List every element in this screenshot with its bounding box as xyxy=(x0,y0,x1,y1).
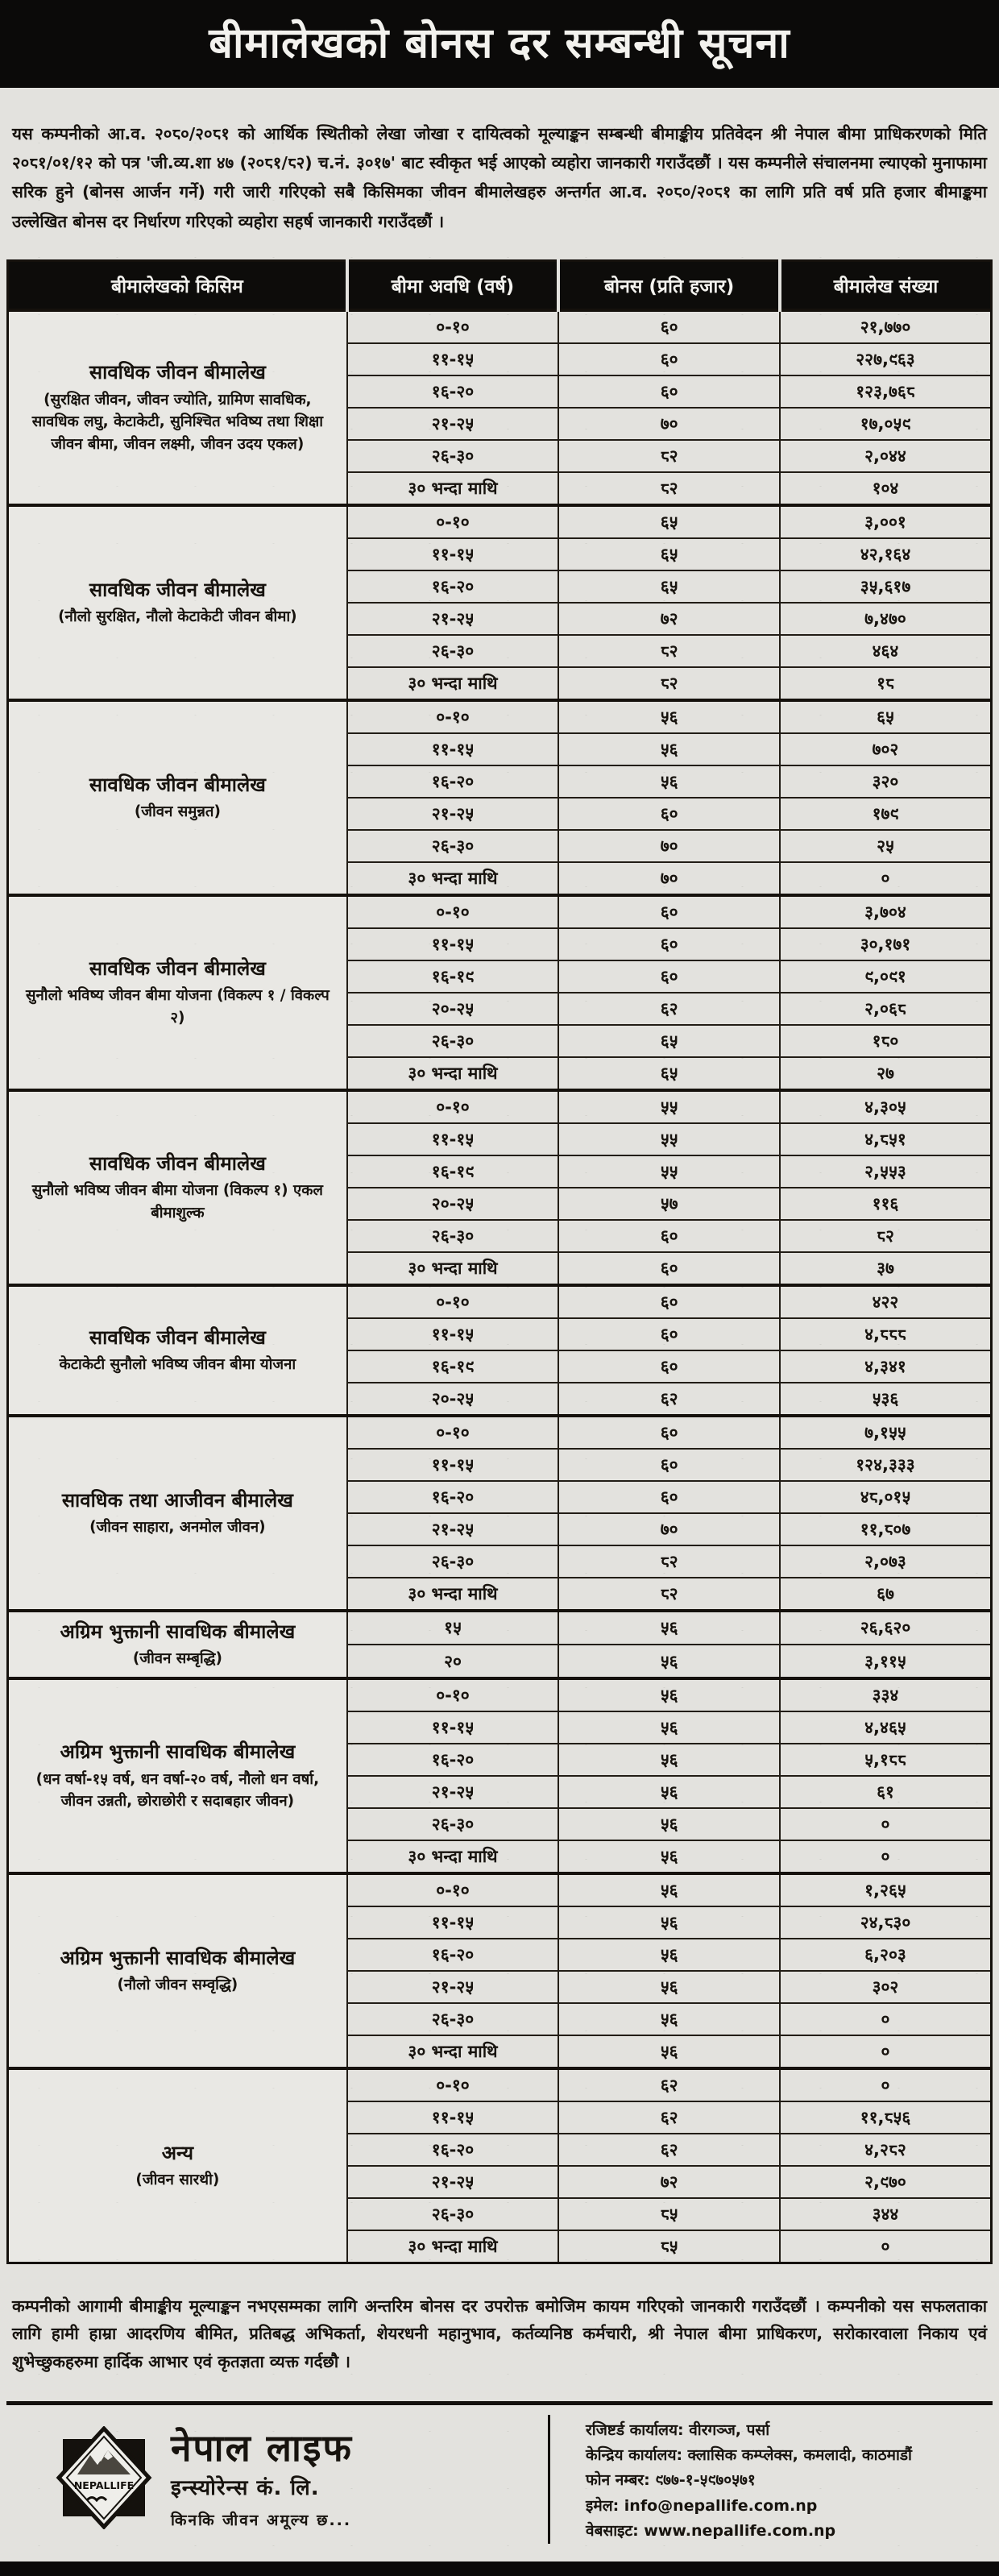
svg-text:NEPALLIFE: NEPALLIFE xyxy=(73,2479,135,2491)
count-cell: ६१ xyxy=(780,1776,992,1808)
count-cell: ८२ xyxy=(780,1220,992,1252)
policy-type-title: अग्रिम भुक्तानी सावधिक बीमालेख xyxy=(60,1947,296,1969)
bottom-edge-bar xyxy=(0,2561,999,2576)
bonus-cell: ६० xyxy=(558,960,780,993)
count-cell: ३,११५ xyxy=(780,1645,992,1678)
term-cell: २६-३० xyxy=(347,2198,559,2230)
bonus-cell: ६० xyxy=(558,1449,780,1481)
count-cell: ३०२ xyxy=(780,1971,992,2003)
policy-type-title: सावधिक जीवन बीमालेख xyxy=(89,956,266,980)
bonus-cell: ५६ xyxy=(558,700,780,733)
table-row xyxy=(8,700,992,733)
count-cell: ५३६ xyxy=(780,1383,992,1416)
term-cell: २६-३० xyxy=(347,2003,559,2035)
term-cell: २६-३० xyxy=(347,1545,559,1578)
term-cell: १६-२० xyxy=(347,1481,559,1513)
policy-type-cell xyxy=(8,1611,347,1678)
contact-line: फोन नम्बर: ९७७-१-५९७०५७१ xyxy=(586,2471,756,2490)
bonus-cell: ८२ xyxy=(558,440,780,472)
term-cell: ३० भन्दा माथि xyxy=(347,472,559,505)
term-cell: २६-३० xyxy=(347,830,559,862)
policy-type-subtitle: (जीवन समुन्नत) xyxy=(134,803,221,821)
brand-name: नेपाल लाइफ xyxy=(171,2425,353,2470)
count-cell: १२४,३३३ xyxy=(780,1449,992,1481)
term-cell: ०-१० xyxy=(347,1416,559,1449)
bonus-cell: ६० xyxy=(558,343,780,375)
bonus-cell: ८२ xyxy=(558,472,780,505)
count-cell: ४८,०१५ xyxy=(780,1481,992,1513)
term-cell: ०-१० xyxy=(347,1678,559,1711)
table-row xyxy=(8,1090,992,1123)
policy-type-cell xyxy=(8,310,347,505)
bonus-cell: ८२ xyxy=(558,667,780,700)
term-cell: २०-२५ xyxy=(347,1383,559,1416)
policy-type-cell xyxy=(8,895,347,1090)
term-cell: २०-२५ xyxy=(347,1188,559,1220)
term-cell: ११-१५ xyxy=(347,1123,559,1155)
count-cell: ४,८५१ xyxy=(780,1123,992,1155)
table-row xyxy=(8,505,992,538)
bonus-cell: ६५ xyxy=(558,570,780,603)
count-cell: २,०७३ xyxy=(780,1545,992,1578)
count-cell: २६,६२० xyxy=(780,1611,992,1645)
policy-type-title: सावधिक जीवन बीमालेख xyxy=(89,773,266,796)
term-cell: २१-२५ xyxy=(347,798,559,830)
bonus-cell: ६२ xyxy=(558,2101,780,2134)
bonus-cell: ६० xyxy=(558,895,780,928)
policy-type-title: सावधिक जीवन बीमालेख xyxy=(89,578,266,601)
policy-type-subtitle: (सुरक्षित जीवन, जीवन ज्योति, ग्रामिण सावधिक, सावधिक लघु, केटाकेटी, सुनिश्चित भविष्य तथा शिक्षा जीवन बीमा, जीवन लक्ष्मी, जीवन उदय एकल) xyxy=(31,391,323,453)
table-row xyxy=(8,1416,992,1449)
contact-block xyxy=(550,2415,993,2545)
count-cell: ४,२८२ xyxy=(780,2134,992,2166)
policy-type-title: अग्रिम भुक्तानी सावधिक बीमालेख xyxy=(60,1740,296,1764)
count-cell: २५ xyxy=(780,830,992,862)
count-cell: १२३,७६८ xyxy=(780,375,992,408)
contact-line: रजिष्टर्ड कार्यालय: वीरगञ्ज, पर्सा xyxy=(586,2420,770,2439)
count-cell: १८ xyxy=(780,667,992,700)
bonus-cell: ६५ xyxy=(558,505,780,538)
bonus-cell: ५६ xyxy=(558,1711,780,1744)
term-cell: २१-२५ xyxy=(347,2166,559,2198)
policy-type-subtitle: (जीवन साहारा, अनमोल जीवन) xyxy=(89,1519,266,1537)
table-header-row xyxy=(8,260,992,310)
term-cell: १६-२० xyxy=(347,1744,559,1776)
count-cell: २४,८३० xyxy=(780,1906,992,1939)
term-cell: १६-२० xyxy=(347,765,559,798)
table-row xyxy=(8,1285,992,1318)
term-cell: १६-२० xyxy=(347,375,559,408)
bonus-cell: ६५ xyxy=(558,538,780,570)
table-row xyxy=(8,310,992,343)
count-cell: ० xyxy=(780,2068,992,2101)
bonus-cell: ६२ xyxy=(558,1383,780,1416)
count-cell: १०४ xyxy=(780,472,992,505)
policy-type-subtitle: (जीवन सारथी) xyxy=(135,2172,220,2189)
count-cell: ० xyxy=(780,2035,992,2068)
policy-type-cell xyxy=(8,1090,347,1285)
policy-type-title: अग्रिम भुक्तानी सावधिक बीमालेख xyxy=(60,1620,296,1643)
count-cell: ४२,१६४ xyxy=(780,538,992,570)
count-cell: ० xyxy=(780,2230,992,2263)
bonus-cell: ७० xyxy=(558,1513,780,1545)
contact-line: वेबसाइट: www.nepallife.com.np xyxy=(586,2521,836,2540)
page-title: बीमालेखको बोनस दर सम्बन्धी सूचना xyxy=(209,19,790,68)
bonus-cell: ६५ xyxy=(558,1057,780,1090)
policy-type-subtitle: (नौलो जीवन सम्वृद्धि) xyxy=(117,1977,238,1994)
bonus-cell: ६० xyxy=(558,1416,780,1449)
count-cell: ६५ xyxy=(780,700,992,733)
term-cell: २१-२५ xyxy=(347,1971,559,2003)
policy-type-subtitle: सुनौलो भविष्य जीवन बीमा योजना (विकल्प १) एकल बीमाशुल्क xyxy=(31,1182,323,1222)
bonus-cell: ५७ xyxy=(558,1188,780,1220)
term-cell: २६-३० xyxy=(347,635,559,667)
term-cell: २० xyxy=(347,1645,559,1678)
header-bonus: बोनस (प्रति हजार) xyxy=(558,260,780,310)
bonus-cell: ७० xyxy=(558,408,780,440)
count-cell: ४,३०५ xyxy=(780,1090,992,1123)
term-cell: ११-१५ xyxy=(347,1711,559,1744)
term-cell: ०-१० xyxy=(347,1090,559,1123)
count-cell: ३०,१७१ xyxy=(780,928,992,960)
count-cell: ३,००१ xyxy=(780,505,992,538)
count-cell: ३७ xyxy=(780,1252,992,1285)
policy-type-title: सावधिक जीवन बीमालेख xyxy=(89,1325,266,1349)
term-cell: २६-३० xyxy=(347,440,559,472)
count-cell: २२७,९६३ xyxy=(780,343,992,375)
header-policy-type: बीमालेखको किसिम xyxy=(8,260,347,310)
count-cell: ११,८०७ xyxy=(780,1513,992,1545)
count-cell: ६,२०३ xyxy=(780,1939,992,1971)
bonus-cell: ५५ xyxy=(558,1123,780,1155)
bonus-cell: ७० xyxy=(558,862,780,895)
bonus-cell: ५६ xyxy=(558,2035,780,2068)
count-cell: २७ xyxy=(780,1057,992,1090)
brand-subname: इन्स्योरेन्स कं. लि. xyxy=(171,2476,320,2501)
bonus-cell: ६५ xyxy=(558,1025,780,1057)
intro-paragraph: यस कम्पनीको आ.व. २०८०/२०८१ को आर्थिक स्थितीको लेखा जोखा र दायित्वको मूल्याङ्कन सम्बन्धी बीमाङ्कीय प्रतिवेदन श्री नेपाल बीमा प्राधिकरणको मिति २०८१/०१/१२ को पत्र 'जी.व्य.शा ४७ (२०८१/८२) च.नं. ३०१७' बाट स्वीकृत भई आएको व्यहोरा जानकारी गराउँदछौं । यस कम्पनीले संचालनमा ल्याएको मुनाफामा सरिक हुने (बोनस आर्जन गर्ने) गरी जारी गरिएको सबै किसिमका जीवन बीमालेखहरु अन्तर्गत आ.व. २०८०/२०८१ का लागि प्रति वर्ष प्रति हजार बीमाङ्कमा उल्लेखित बोनस दर निर्धारण गरिएको व्यहोरा सहर्ष जानकारी गराउँदछौं । xyxy=(12,123,987,231)
term-cell: ३० भन्दा माथि xyxy=(347,1578,559,1611)
term-cell: १६-१९ xyxy=(347,1350,559,1383)
bonus-cell: ५६ xyxy=(558,1939,780,1971)
term-cell: २१-२५ xyxy=(347,603,559,635)
term-cell: ११-१५ xyxy=(347,538,559,570)
table-row xyxy=(8,1873,992,1906)
count-cell: ४,८८८ xyxy=(780,1318,992,1350)
term-cell: ०-१० xyxy=(347,505,559,538)
term-cell: ३० भन्दा माथि xyxy=(347,2035,559,2068)
term-cell: १६-२० xyxy=(347,1939,559,1971)
bonus-cell: ५६ xyxy=(558,1906,780,1939)
policy-type-cell xyxy=(8,1416,347,1611)
count-cell: २,०४४ xyxy=(780,440,992,472)
policy-type-cell xyxy=(8,1285,347,1416)
bonus-cell: ५६ xyxy=(558,2003,780,2035)
count-cell: ३५,६१७ xyxy=(780,570,992,603)
contact-line: केन्द्रिय कार्यालय: क्लासिक कम्प्लेक्स, कमलादी, काठमाडौं xyxy=(586,2445,912,2464)
bonus-cell: ६० xyxy=(558,1318,780,1350)
count-cell: २,५५३ xyxy=(780,1155,992,1188)
term-cell: १६-१९ xyxy=(347,1155,559,1188)
term-cell: ०-१० xyxy=(347,1873,559,1906)
bonus-cell: ८२ xyxy=(558,1578,780,1611)
count-cell: १७९ xyxy=(780,798,992,830)
contact-line: इमेल: info@nepallife.com.np xyxy=(586,2496,818,2515)
term-cell: २६-३० xyxy=(347,1025,559,1057)
bonus-cell: ६० xyxy=(558,1220,780,1252)
term-cell: १६-२० xyxy=(347,570,559,603)
bonus-cell: ६० xyxy=(558,798,780,830)
count-cell: ७,४७० xyxy=(780,603,992,635)
term-cell: ११-१५ xyxy=(347,1318,559,1350)
header-term: बीमा अवधि (वर्ष) xyxy=(347,260,559,310)
count-cell: २१,७७० xyxy=(780,310,992,343)
count-cell: ६७ xyxy=(780,1578,992,1611)
term-cell: १६-१९ xyxy=(347,960,559,993)
nepal-life-mountain-logo-icon xyxy=(55,2426,153,2532)
count-cell: ३३४ xyxy=(780,1678,992,1711)
policy-type-cell xyxy=(8,505,347,700)
policy-type-subtitle: (जीवन सम्बृद्धि) xyxy=(132,1650,222,1668)
term-cell: ३० भन्दा माथि xyxy=(347,1840,559,1873)
bonus-cell: ६० xyxy=(558,1285,780,1318)
bonus-cell: ६० xyxy=(558,928,780,960)
bonus-rate-table xyxy=(6,259,993,2264)
count-cell: १,२६५ xyxy=(780,1873,992,1906)
term-cell: २१-२५ xyxy=(347,408,559,440)
term-cell: ०-१० xyxy=(347,895,559,928)
count-cell: ४,३४१ xyxy=(780,1350,992,1383)
term-cell: २६-३० xyxy=(347,1220,559,1252)
count-cell: ११६ xyxy=(780,1188,992,1220)
table-row xyxy=(8,1678,992,1711)
term-cell: ०-१० xyxy=(347,1285,559,1318)
brand-bar xyxy=(6,2401,993,2556)
policy-type-cell xyxy=(8,2068,347,2263)
term-cell: ११-१५ xyxy=(347,2101,559,2134)
bonus-cell: ६२ xyxy=(558,2068,780,2101)
count-cell: १८० xyxy=(780,1025,992,1057)
brand-left xyxy=(6,2415,550,2545)
bonus-cell: ८५ xyxy=(558,2230,780,2263)
term-cell: ११-१५ xyxy=(347,733,559,765)
bonus-cell: ८२ xyxy=(558,635,780,667)
bonus-cell: ७० xyxy=(558,830,780,862)
count-cell: २,०६८ xyxy=(780,993,992,1025)
count-cell: ४,४६५ xyxy=(780,1711,992,1744)
term-cell: ११-१५ xyxy=(347,1906,559,1939)
term-cell: २६-३० xyxy=(347,1808,559,1840)
bonus-cell: ५५ xyxy=(558,1155,780,1188)
bonus-cell: ५५ xyxy=(558,1090,780,1123)
count-cell: ० xyxy=(780,1840,992,1873)
brand-text xyxy=(171,2425,353,2530)
count-cell: ० xyxy=(780,2003,992,2035)
count-cell: ३२० xyxy=(780,765,992,798)
bonus-cell: ५६ xyxy=(558,1776,780,1808)
count-cell: ११,८५६ xyxy=(780,2101,992,2134)
count-cell: ३,७०४ xyxy=(780,895,992,928)
bonus-cell: ५६ xyxy=(558,765,780,798)
term-cell: ११-१५ xyxy=(347,928,559,960)
count-cell: ५,१८८ xyxy=(780,1744,992,1776)
policy-type-subtitle: सुनौलो भविष्य जीवन बीमा योजना (विकल्प १ / विकल्प २) xyxy=(26,987,330,1027)
count-cell: १७,०५९ xyxy=(780,408,992,440)
bonus-cell: ६० xyxy=(558,1350,780,1383)
count-cell: ९,०९१ xyxy=(780,960,992,993)
bonus-cell: ६० xyxy=(558,375,780,408)
term-cell: ३० भन्दा माथि xyxy=(347,2230,559,2263)
bonus-cell: ५६ xyxy=(558,1744,780,1776)
bonus-cell: ६२ xyxy=(558,993,780,1025)
term-cell: ०-१० xyxy=(347,310,559,343)
term-cell: २१-२५ xyxy=(347,1513,559,1545)
policy-type-title: सावधिक जीवन बीमालेख xyxy=(89,361,266,384)
table-row xyxy=(8,1611,992,1645)
bonus-cell: ५६ xyxy=(558,1808,780,1840)
count-cell: ३४४ xyxy=(780,2198,992,2230)
bonus-cell: ५६ xyxy=(558,733,780,765)
count-cell: ७०२ xyxy=(780,733,992,765)
bonus-cell: ७२ xyxy=(558,2166,780,2198)
policy-type-cell xyxy=(8,1678,347,1873)
bonus-cell: ७२ xyxy=(558,603,780,635)
count-cell: ७,१५५ xyxy=(780,1416,992,1449)
table-row xyxy=(8,2068,992,2101)
header-count: बीमालेख संख्या xyxy=(780,260,992,310)
policy-type-subtitle: (धन वर्षा-१५ वर्ष, धन वर्षा-२० वर्ष, नौलो धन वर्षा, जीवन उन्नती, छोराछोरी र सदाबहार जीवन) xyxy=(35,1770,320,1811)
bonus-cell: ६० xyxy=(558,1481,780,1513)
term-cell: २०-२५ xyxy=(347,993,559,1025)
bonus-cell: ५६ xyxy=(558,1840,780,1873)
table-row xyxy=(8,895,992,928)
brand-tagline: किनकि जीवन अमूल्य छ... xyxy=(171,2512,352,2530)
term-cell: ०-१० xyxy=(347,700,559,733)
bonus-cell: ८५ xyxy=(558,2198,780,2230)
count-cell: २,९७० xyxy=(780,2166,992,2198)
term-cell: ३० भन्दा माथि xyxy=(347,1057,559,1090)
count-cell: ० xyxy=(780,862,992,895)
bonus-cell: ६० xyxy=(558,310,780,343)
policy-type-subtitle: (नौलो सुरक्षित, नौलो केटाकेटी जीवन बीमा) xyxy=(58,608,297,626)
bonus-cell: ८२ xyxy=(558,1545,780,1578)
bonus-table-body xyxy=(8,310,992,2263)
policy-type-title: अन्य xyxy=(161,2142,194,2164)
page-banner xyxy=(0,0,999,88)
policy-type-title: सावधिक तथा आजीवन बीमालेख xyxy=(61,1488,293,1512)
term-cell: ०-१० xyxy=(347,2068,559,2101)
bonus-cell: ५६ xyxy=(558,1971,780,2003)
policy-type-title: सावधिक जीवन बीमालेख xyxy=(89,1151,266,1175)
footer-note: कम्पनीको आगामी बीमाङ्कीय मूल्याङ्कन नभएसम्मका लागि अन्तरिम बोनस दर उपरोक्त बमोजिम कायम गरिएको जानकारी गराउँदछौं । कम्पनीको यस सफलताका लागि हामी हाम्रा आदरणिय बीमित, प्रतिबद्ध अभिकर्ता, शेयरधनी महानुभाव, कर्तव्यनिष्ठ कर्मचारी, श्री नेपाल बीमा प्राधिकरण, सरोकारवाला निकाय एवं शुभेच्छुकहरुमा हार्दिक आभार एवं कृतज्ञता व्यक्त गर्दछौ । xyxy=(12,2296,987,2372)
bonus-cell: ५६ xyxy=(558,1873,780,1906)
count-cell: ४२२ xyxy=(780,1285,992,1318)
bonus-cell: ५६ xyxy=(558,1611,780,1645)
term-cell: ३० भन्दा माथि xyxy=(347,1252,559,1285)
bonus-cell: ६० xyxy=(558,1252,780,1285)
term-cell: ३० भन्दा माथि xyxy=(347,862,559,895)
policy-type-subtitle: केटाकेटी सुनौलो भविष्य जीवन बीमा योजना xyxy=(59,1356,296,1374)
term-cell: ११-१५ xyxy=(347,343,559,375)
bonus-cell: ६२ xyxy=(558,2134,780,2166)
bonus-cell: ५६ xyxy=(558,1678,780,1711)
term-cell: ३० भन्दा माथि xyxy=(347,667,559,700)
count-cell: ४६४ xyxy=(780,635,992,667)
count-cell: ० xyxy=(780,1808,992,1840)
term-cell: ११-१५ xyxy=(347,1449,559,1481)
term-cell: १६-२० xyxy=(347,2134,559,2166)
term-cell: १५ xyxy=(347,1611,559,1645)
term-cell: २१-२५ xyxy=(347,1776,559,1808)
policy-type-cell xyxy=(8,700,347,895)
bonus-cell: ५६ xyxy=(558,1645,780,1678)
policy-type-cell xyxy=(8,1873,347,2068)
